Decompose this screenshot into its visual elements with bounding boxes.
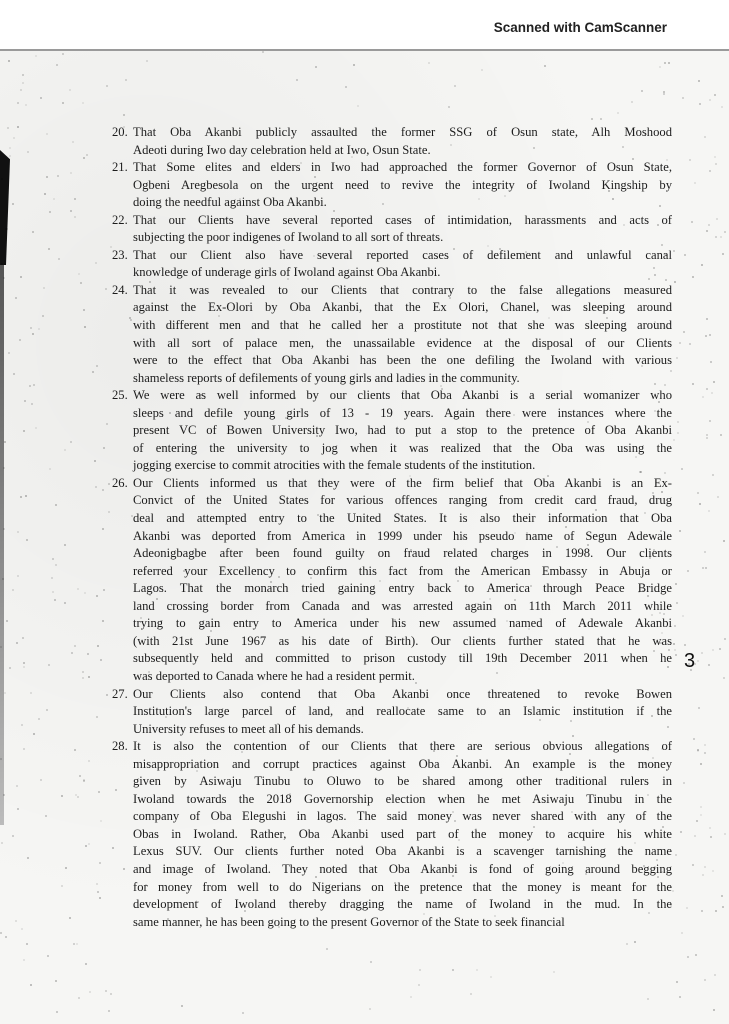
item-number: 24.	[112, 282, 128, 297]
item-number: 27.	[112, 686, 128, 701]
text-line: given by Asiwaju Tinubu to Oluwo to be shared among other traditional rulers in	[133, 774, 672, 789]
text-line: It is also the contention of our Clients that there are serious obvious allegations of	[133, 739, 672, 754]
list-item	[112, 159, 672, 212]
text-line: We were as well informed by our clients that Oba Akanbi is a serial womanizer who	[133, 388, 672, 403]
text-line: That Some elites and elders in Iwo had approached the former Governor of Osun State,	[133, 160, 672, 175]
text-line: Lexus SUV. Our clients further noted Oba Akanbi is a scavenger tarnishing the name	[133, 844, 672, 859]
text-line: That Oba Akanbi publicly assaulted the former SSG of Osun state, Alh Moshood	[133, 125, 672, 139]
text-line: deal and attempted entry to the United States. It is also their information that Oba	[133, 511, 672, 526]
text-line: That it was revealed to our Clients that contrary to the false allegations measured	[133, 282, 672, 297]
list-item	[112, 282, 672, 387]
text-line: trying to gain entry to America under his new assumed named of Adewale Akanbi	[133, 616, 672, 631]
text-line: for money from well to do Nigerians on the pretence that the money is meant for the	[133, 879, 672, 894]
text-line: doing the needful against Oba Akanbi.	[133, 195, 327, 210]
text-line: against the Ex-Olori by Oba Akanbi, that the Ex Olori, Chanel, was sleeping around	[133, 300, 672, 315]
item-number: 25.	[112, 388, 128, 403]
text-line: Obas in Iwoland. Rather, Oba Akanbi used part of the money to acquire his white	[133, 826, 672, 841]
list-item	[112, 738, 672, 931]
scanner-watermark-label: Scanned with CamScanner	[493, 20, 667, 35]
text-line: subsequently held and committed to prison custody till 19th December 2011 when he	[133, 651, 672, 666]
item-number: 28.	[112, 739, 128, 754]
document-body	[112, 124, 672, 931]
text-line: with all sort of palace men, the unassailable evidence at the disposal of our Clients	[133, 335, 672, 350]
text-line: University refuses to meet all of his demands.	[133, 721, 364, 736]
text-line: shameless reports of defilements of young girls and ladies in the community.	[133, 370, 520, 385]
text-line: That our Client also have several reported cases of defilement and unlawful canal	[133, 247, 672, 262]
text-line: of entering the university to jog when it was realized that the Oba was using the	[133, 440, 672, 455]
text-line: sleeps and defile young girls of 13 - 19 years. Again there were instances where the	[133, 405, 672, 420]
list-item	[112, 686, 672, 739]
text-line: with different men and that he called her a prostitute not that she was sleeping around	[133, 318, 672, 333]
text-line: Institution's large parcel of land, and reallocate same to an Islamic institution if the	[133, 704, 672, 719]
item-number: 23.	[112, 247, 128, 262]
text-line: subjecting the poor indigenes of Iwoland to all sort of threats.	[133, 230, 444, 245]
list-item	[112, 387, 672, 475]
text-line: Our Clients informed us that they were of the firm belief that Oba Akanbi is an Ex-	[133, 475, 672, 490]
text-line: present VC of Bowen University Iwo, had to put a stop to the pretence of Oba Akanbi	[133, 423, 672, 438]
text-line: were to the effect that Oba Akanbi has been the one defiling the Iwoland with various	[133, 353, 672, 368]
text-line: Lagos. That the monarch tried gaining entry back to America through Peace Bridge	[133, 581, 672, 596]
text-line: Ogbeni Aregbesola on the urgent need to revive the integrity of Iwoland Kingship by	[133, 177, 672, 192]
text-line: was deported to Canada where he had a resident permit.	[133, 668, 415, 683]
text-line: Adeonigbagbe after been found guilty on fraud related charges in 1998. Our clients	[133, 546, 672, 561]
text-line: company of Oba Elegushi in lagos. The said money was never shared with any of the	[133, 809, 672, 824]
text-line: development of Iwoland thereby dragging the name of Iwoland in the mud. In the	[133, 897, 672, 912]
scanner-header	[0, 0, 729, 50]
item-number: 20.	[112, 125, 128, 139]
list-item	[112, 212, 672, 247]
text-line: misappropriation and corrupt practices against Oba Akanbi. An example is the money	[133, 756, 672, 771]
text-line: same manner, he has been going to the present Governor of the State to seek financial	[133, 914, 565, 929]
page-number: 3	[684, 650, 696, 672]
text-line: Akanbi was deported from America in 1999 under his pseudo name of Segun Adewale	[133, 528, 672, 543]
text-line: referred your Excellency to confirm this fact from the American Embassy in Abuja or	[133, 563, 672, 578]
item-number: 26.	[112, 475, 128, 490]
text-line: knowledge of underage girls of Iwoland against Oba Akanbi.	[133, 265, 441, 280]
text-line: Adeoti during Iwo day celebration held at Iwo, Osun State.	[133, 142, 431, 157]
text-line: Our Clients also contend that Oba Akanbi once threatened to revoke Bowen	[133, 686, 672, 701]
item-number: 21.	[112, 160, 128, 175]
item-number: 22.	[112, 212, 128, 227]
list-item	[112, 124, 672, 159]
text-line: Iwoland towards the 2018 Governorship election when he met Asiwaju Tinubu in the	[133, 791, 672, 806]
list-item	[112, 475, 672, 686]
text-line: That our Clients have several reported cases of intimidation, harassments and acts of	[133, 212, 672, 227]
text-line: and image of Iwoland. They noted that Oba Akanbi is fond of going around begging	[133, 861, 672, 876]
list-item	[112, 247, 672, 282]
text-line: (with 21st June 1967 as his date of Birth). Our clients further stated that he was	[133, 633, 672, 648]
text-line: land crossing border from Canada and was arrested again on 11th March 2011 while	[133, 598, 672, 613]
text-line: Convict of the United States for various offences ranging from credit card fraud, drug	[133, 493, 672, 508]
text-line: jogging exercise to commit atrocities with the female students of the institution.	[133, 458, 536, 473]
